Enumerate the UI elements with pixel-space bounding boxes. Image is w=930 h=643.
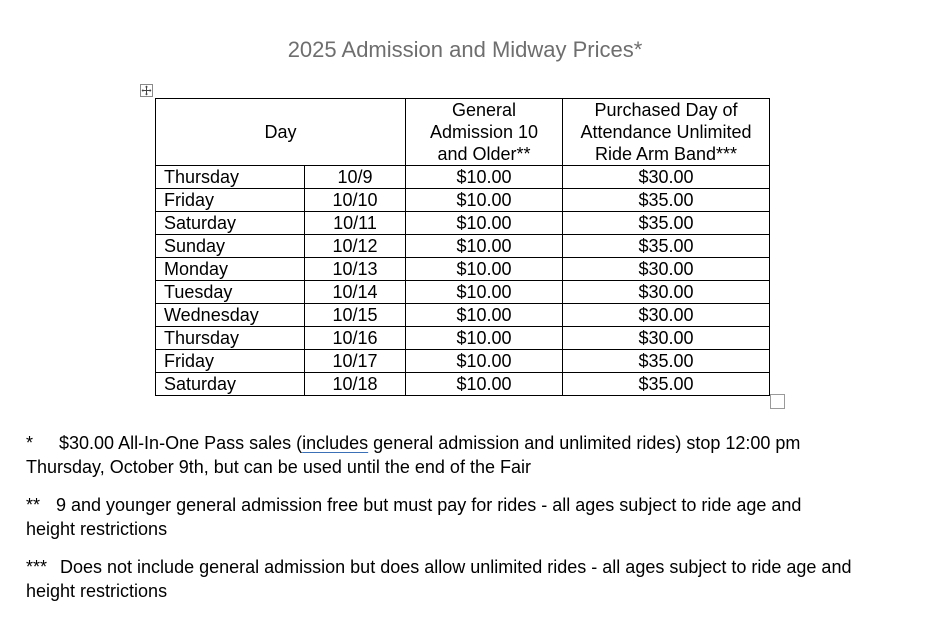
table-row bbox=[156, 304, 770, 327]
cell-general-price: $10.00 bbox=[406, 258, 563, 281]
table-row bbox=[156, 258, 770, 281]
cell-date: 10/16 bbox=[305, 327, 406, 350]
cell-band-price: $30.00 bbox=[563, 327, 770, 350]
cell-general-price: $10.00 bbox=[406, 304, 563, 327]
prices-table bbox=[155, 98, 770, 396]
cell-date: 10/14 bbox=[305, 281, 406, 304]
cell-day: Thursday bbox=[156, 166, 305, 189]
footnote-1-mark: * bbox=[26, 433, 34, 453]
cell-band-price: $30.00 bbox=[563, 166, 770, 189]
cell-date: 10/11 bbox=[305, 212, 406, 235]
footnote-2-mark: ** bbox=[26, 495, 41, 515]
table-row bbox=[156, 373, 770, 396]
cell-date: 10/15 bbox=[305, 304, 406, 327]
table-row bbox=[156, 350, 770, 373]
page-title: 2025 Admission and Midway Prices* bbox=[287, 37, 643, 62]
footnote-1-text-after: general admission and unlimited rides) stop 12:00 pm bbox=[368, 433, 801, 453]
footnote-1-line-2: Thursday, October 9th, but can be used until the end of the Fair bbox=[26, 457, 531, 477]
footnote-3-line-1: Does not include general admission but does allow unlimited rides - all ages subject to ride age and bbox=[60, 557, 852, 577]
cell-general-price: $10.00 bbox=[406, 166, 563, 189]
table-header-row bbox=[156, 99, 770, 166]
cell-date: 10/10 bbox=[305, 189, 406, 212]
cell-day: Friday bbox=[156, 189, 305, 212]
cell-band-price: $35.00 bbox=[563, 189, 770, 212]
footnotes bbox=[26, 431, 916, 617]
header-ga-line-3: and Older** bbox=[437, 144, 531, 164]
cell-band-price: $35.00 bbox=[563, 235, 770, 258]
footnote-2-line-2: height restrictions bbox=[26, 519, 168, 539]
table-row bbox=[156, 235, 770, 258]
header-band-line-1: Purchased Day of bbox=[594, 100, 738, 120]
cell-date: 10/17 bbox=[305, 350, 406, 373]
table-move-handle-icon[interactable] bbox=[140, 84, 153, 97]
table-row bbox=[156, 327, 770, 350]
table-row bbox=[156, 166, 770, 189]
header-day: Day bbox=[156, 99, 406, 166]
cell-date: 10/18 bbox=[305, 373, 406, 396]
cell-general-price: $10.00 bbox=[406, 327, 563, 350]
cell-day: Monday bbox=[156, 258, 305, 281]
cell-day: Saturday bbox=[156, 212, 305, 235]
cell-date: 10/13 bbox=[305, 258, 406, 281]
cell-date: 10/9 bbox=[305, 166, 406, 189]
cell-band-price: $35.00 bbox=[563, 350, 770, 373]
cell-general-price: $10.00 bbox=[406, 235, 563, 258]
footnote-2-line-1: 9 and younger general admission free but must pay for rides - all ages subject to ride age and bbox=[56, 495, 802, 515]
cell-general-price: $10.00 bbox=[406, 281, 563, 304]
cell-band-price: $30.00 bbox=[563, 281, 770, 304]
footnote-1-underlined-word: includes bbox=[302, 433, 369, 453]
cell-day: Tuesday bbox=[156, 281, 305, 304]
cell-general-price: $10.00 bbox=[406, 212, 563, 235]
footnote-3-line-2: height restrictions bbox=[26, 581, 168, 601]
cell-day: Sunday bbox=[156, 235, 305, 258]
header-general-admission bbox=[406, 99, 563, 166]
header-band-line-3: Ride Arm Band*** bbox=[594, 144, 738, 164]
table-row bbox=[156, 212, 770, 235]
header-ga-line-1: General bbox=[451, 100, 517, 120]
cell-general-price: $10.00 bbox=[406, 373, 563, 396]
footnote-2 bbox=[26, 493, 916, 541]
cell-date: 10/12 bbox=[305, 235, 406, 258]
cell-day: Friday bbox=[156, 350, 305, 373]
header-ga-line-2: Admission 10 bbox=[429, 122, 539, 142]
table-row bbox=[156, 281, 770, 304]
cell-band-price: $30.00 bbox=[563, 304, 770, 327]
cell-general-price: $10.00 bbox=[406, 189, 563, 212]
cell-band-price: $35.00 bbox=[563, 373, 770, 396]
footnote-3-mark: *** bbox=[26, 557, 48, 577]
table-resize-handle-icon[interactable] bbox=[770, 394, 785, 409]
cell-band-price: $30.00 bbox=[563, 258, 770, 281]
header-arm-band bbox=[563, 99, 770, 166]
cell-day: Saturday bbox=[156, 373, 305, 396]
header-band-line-2: Attendance Unlimited bbox=[580, 122, 752, 142]
cell-day: Wednesday bbox=[156, 304, 305, 327]
table-row bbox=[156, 189, 770, 212]
footnote-3 bbox=[26, 555, 916, 603]
cell-day: Thursday bbox=[156, 327, 305, 350]
cell-band-price: $35.00 bbox=[563, 212, 770, 235]
footnote-1-text-before: $30.00 All-In-One Pass sales ( bbox=[59, 433, 303, 453]
cell-general-price: $10.00 bbox=[406, 350, 563, 373]
footnote-1 bbox=[26, 431, 916, 479]
